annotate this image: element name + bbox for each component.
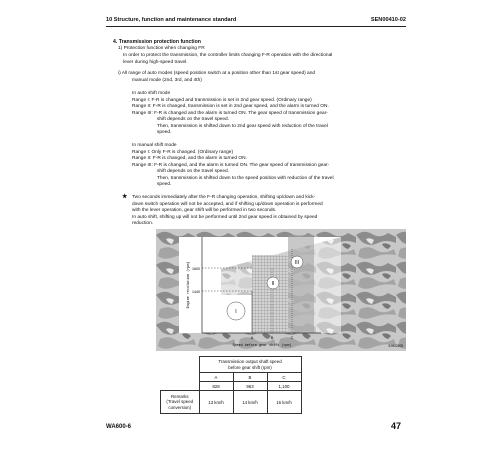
- speed-a: 13 km/h: [199, 391, 233, 414]
- auto-range-3-cont-2: Then, transmission is shifted down to 2nd gear speed with reduction of the travel: [157, 123, 328, 129]
- note-line-3: with the lever operation, gear shift will be performed in two seconds.: [132, 208, 277, 213]
- remarks-line-2: (Travel speed: [166, 399, 194, 405]
- rpm-c: 1,100: [267, 382, 301, 391]
- manual-range-3-cont-1: shift depends on the travel speed.: [157, 169, 230, 174]
- col-c: C: [267, 373, 301, 382]
- table-header: [199, 357, 301, 373]
- remarks-line-3: conversion): [168, 404, 192, 410]
- manual-range-3: Range III: F-R is changed, and the alarm is turned ON. The gear speed of transmission gear-: [132, 162, 330, 168]
- y-axis-label: Engine revolution (rpm): [187, 261, 191, 309]
- item-1-heading: 1) Protection function when changing FR: [118, 46, 205, 51]
- note-line-4: In auto shift, shifting up will not be performed until 2nd gear speed is obtained by speed: [132, 214, 318, 220]
- item-i-line-2: manual mode (2nd, 3rd, and 4th): [132, 77, 202, 83]
- x-axis-label: Speed before gear shift (rpm): [232, 344, 292, 348]
- range-diagram: [156, 229, 406, 351]
- footer-model: WA600-6: [106, 424, 132, 430]
- manual-range-3-cont-3: speed.: [157, 182, 172, 187]
- range-2-area: [252, 255, 288, 333]
- note-line-1: Two seconds immediately after the F-R changing operation, shifting up/down and kick-: [132, 195, 316, 200]
- auto-range-3-cont-3: speed.: [157, 130, 172, 135]
- x-tick-c: C: [290, 336, 294, 340]
- section-title: 4. Transmission protection function: [113, 39, 201, 45]
- note-line-2: down switch operation will not be accepted, and if shifting up/down operation is performed: [132, 201, 323, 207]
- speed-c: 16 km/h: [267, 391, 301, 414]
- speed-table: [160, 356, 302, 414]
- auto-range-2: Range II: F-R is changed, transmission is set in 2nd gear speed, and the alarm is turned ON.: [132, 104, 329, 109]
- col-b: B: [233, 373, 267, 382]
- rpm-b: 963: [233, 382, 267, 391]
- item-1-text-line-1: In order to protect the transmission, the controller limits changing F-R operation with the directional: [123, 53, 333, 58]
- range-1-label: I: [235, 309, 237, 315]
- page-number: 47: [391, 421, 402, 431]
- manual-range-1: Range I: Only F-R is changed. (Ordinary range): [132, 149, 234, 155]
- y-tick-1600: 1600: [192, 267, 200, 271]
- header-rule: [106, 26, 406, 27]
- auto-range-3: Range III: F-R is changed and the alarm is turned ON. The gear speed of transmission gear-: [132, 110, 328, 116]
- remarks-label: [161, 391, 200, 414]
- range-2-label: II: [271, 281, 275, 287]
- auto-range-1: Range I: F-R is changed and transmission is set in 2nd gear speed. (Ordinary range): [132, 97, 312, 103]
- note-line-5: reduction.: [132, 221, 154, 226]
- auto-range-3-cont-1: shift depends on the travel speed.: [157, 117, 230, 122]
- auto-shift-title: In auto shift mode: [132, 91, 171, 96]
- table-title-line-1: Transmission output shaft speed: [218, 359, 282, 365]
- table-title-line-2: before gear shift (rpm): [228, 364, 272, 370]
- manual-range-2: Range II: F-R is changed, and the alarm is turned ON.: [132, 156, 247, 161]
- y-tick-1440: 1440: [192, 290, 200, 294]
- star-icon: ★: [122, 194, 128, 200]
- rpm-a: 828: [199, 382, 233, 391]
- x-tick-b: B: [270, 336, 274, 340]
- range-3-label: III: [294, 260, 300, 266]
- header-section-title: 10 Structure, function and maintenance standard: [106, 17, 237, 23]
- manual-shift-title: In manual shift mode: [132, 143, 177, 148]
- item-1-text-line-2: lever during high-speed travel.: [123, 59, 188, 65]
- header-doc-code: SEN00410-02: [370, 17, 406, 23]
- speed-b: 14 km/h: [233, 391, 267, 414]
- remarks-line-1: Remarks: [170, 393, 189, 399]
- col-a: A: [199, 373, 233, 382]
- item-i-line-1: i) All range of auto modes (speed position switch at a position other than 1st gear speed) and: [118, 71, 316, 76]
- manual-range-3-cont-2: Then, transmission is shifted down to the speed position with reduction of the travel: [157, 175, 334, 181]
- figure-code: 9JH02205: [388, 344, 403, 348]
- x-tick-a: A: [250, 336, 254, 340]
